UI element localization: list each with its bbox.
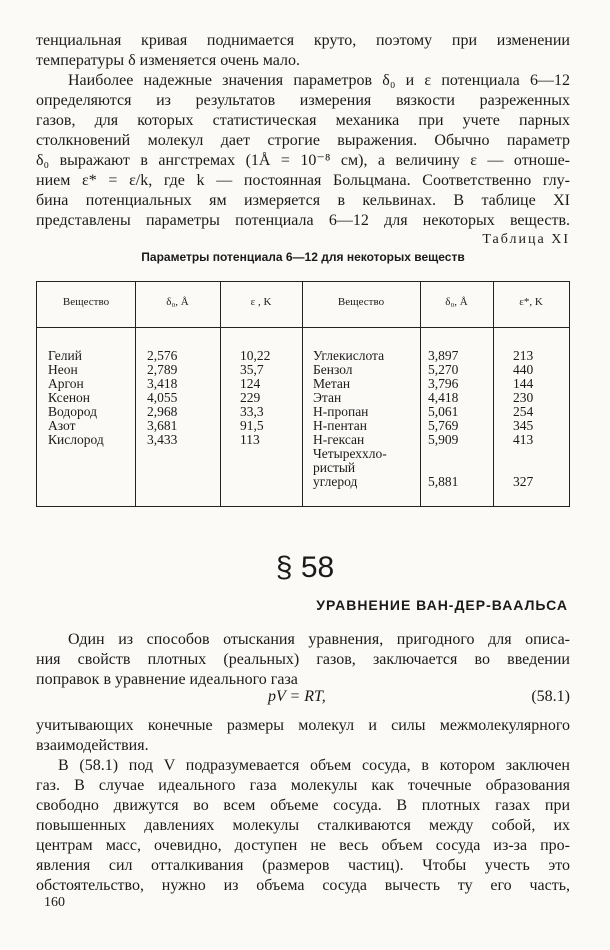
cell-epsilon-star: 254	[513, 404, 534, 419]
text-line: В (58.1) под V подразумевается объем сосуда, в котором заключен	[58, 757, 570, 774]
cell-delta: 3,897	[428, 348, 459, 363]
text-line: представлены параметры потенциала 6—12 для некоторых веществ.	[36, 212, 570, 229]
cell-epsilon: 124	[240, 376, 261, 391]
cell-epsilon-star: 213	[513, 348, 534, 363]
text-line: обстоятельство, нужно из объема сосуда вычесть ту его часть,	[36, 877, 570, 894]
cell-epsilon: 10,22	[240, 348, 271, 363]
cell-substance: Водород	[48, 404, 97, 419]
cell-substance: Четыреххло-	[313, 446, 387, 461]
cell-delta: 5,909	[428, 432, 459, 447]
cell-delta: 3,681	[147, 418, 178, 433]
text-line: поправок в уравнение идеального газа	[36, 671, 298, 688]
cell-delta: 4,418	[428, 390, 459, 405]
cell-substance: Неон	[48, 362, 78, 377]
cell-substance: Бензол	[313, 362, 353, 377]
text-line: Наиболее надежные значения параметров δ₀ и ε потенциала 6—12	[68, 72, 570, 89]
cell-delta: 5,881	[428, 474, 459, 489]
paragraph-parameters	[36, 71, 570, 231]
cell-epsilon-star: 230	[513, 390, 534, 405]
cell-delta: 3,418	[147, 376, 178, 391]
cell-epsilon-star: 413	[513, 432, 534, 447]
cell-substance: Н-гексан	[313, 432, 365, 447]
text-line: тенциальная кривая поднимается круто, поэтому при изменении	[36, 32, 570, 49]
cell-epsilon-star: 345	[513, 418, 534, 433]
equation-formula: pV = RT,	[268, 688, 326, 705]
cell-epsilon: 113	[240, 432, 260, 447]
parameters-table	[36, 281, 570, 507]
table-title: Параметры потенциала 6—12 для некоторых веществ	[141, 250, 465, 264]
cell-substance: Аргон	[48, 376, 84, 391]
cell-substance: Углекислота	[313, 348, 385, 363]
cell-substance: Кислород	[48, 432, 104, 447]
paragraph-volume	[36, 756, 570, 896]
text-line: взаимодействия.	[36, 737, 149, 754]
text-line: газов, для которых статистическая механика при учете парных	[36, 112, 570, 129]
text-line: бина потенциальных ям измеряется в кельвинах. В таблице XI	[36, 192, 570, 209]
header-delta-2: δ₀, Å	[445, 296, 468, 308]
column-divider	[220, 282, 221, 506]
cell-epsilon: 91,5	[240, 418, 264, 433]
cell-delta: 2,968	[147, 404, 178, 419]
cell-delta: 5,270	[428, 362, 459, 377]
header-epsilon-star: ε*, K	[519, 296, 543, 308]
text-line: явления сил отталкивания (размеров частиц). Чтобы учесть это	[36, 857, 570, 874]
cell-delta: 2,789	[147, 362, 178, 377]
column-divider	[493, 282, 494, 506]
cell-delta: 2,576	[147, 348, 178, 363]
cell-epsilon-star: 327	[513, 474, 534, 489]
text-line: повышенных давлениях молекулы сталкиваются между собой, их	[36, 817, 570, 834]
text-line: учитывающих конечные размеры молекул и силы межмолекулярного	[36, 717, 570, 734]
text-line: столкновений молекул дает строгие выражения. Обычно параметр	[36, 132, 570, 149]
paragraph-interaction	[36, 716, 570, 756]
section-number: § 58	[275, 551, 335, 584]
cell-epsilon: 33,3	[240, 404, 264, 419]
paragraph-intro	[36, 630, 570, 690]
header-substance: Вещество	[62, 296, 110, 308]
column-divider	[302, 282, 303, 506]
column-divider	[135, 282, 136, 506]
text-line: центрам масс, очевидно, доступен не весь объем сосуда из-за про-	[36, 837, 570, 854]
section-title: УРАВНЕНИЕ ВАН-ДЕР-ВААЛЬСА	[316, 597, 568, 613]
page-number: 160	[44, 895, 65, 910]
table-label: Таблица XI	[482, 232, 570, 247]
cell-substance: ристый	[313, 460, 356, 475]
header-epsilon: ε , K	[250, 296, 272, 308]
cell-delta: 5,061	[428, 404, 459, 419]
cell-substance: Ксенон	[48, 390, 91, 405]
cell-epsilon: 229	[240, 390, 261, 405]
cell-substance: Н-пропан	[313, 404, 369, 419]
text-line: температуры δ изменяется очень мало.	[36, 52, 301, 69]
cell-delta: 5,769	[428, 418, 459, 433]
text-line: Один из способов отыскания уравнения, пригодного для описа-	[68, 631, 570, 648]
cell-epsilon-star: 440	[513, 362, 534, 377]
cell-substance: Этан	[313, 390, 342, 405]
cell-epsilon: 35,7	[240, 362, 264, 377]
column-divider	[420, 282, 421, 506]
cell-substance: Гелий	[48, 348, 82, 363]
text-line: нием ε* = ε/k, где k — постоянная Больцмана. Соответственно глу-	[36, 172, 570, 189]
text-line: свободно движутся во всем объеме сосуда. В плотных газах при	[36, 797, 570, 814]
cell-substance: углерод	[313, 474, 358, 489]
cell-delta: 3,433	[147, 432, 178, 447]
text-line: газ. В случае идеального газа молекулы как точечные образования	[36, 777, 570, 794]
equation-number: (58.1)	[531, 688, 570, 705]
cell-delta: 3,796	[428, 376, 459, 391]
text-line: ния свойств плотных (реальных) газов, заключается во введении	[36, 651, 570, 668]
cell-substance: Азот	[48, 418, 76, 433]
header-substance-2: Вещество	[337, 296, 385, 308]
cell-substance: Метан	[313, 376, 351, 391]
header-delta: δ₀, Å	[166, 296, 189, 308]
cell-substance: Н-пентан	[313, 418, 367, 433]
cell-epsilon-star: 144	[513, 376, 534, 391]
equation-58-1	[36, 688, 570, 708]
text-line: определяются из результатов измерения вязкости разреженных	[36, 92, 570, 109]
text-line: δ₀ выражают в ангстремах (1Å = 10⁻⁸ см), а величину ε — отноше-	[36, 152, 570, 169]
top-paragraph	[36, 31, 570, 71]
cell-delta: 4,055	[147, 390, 178, 405]
